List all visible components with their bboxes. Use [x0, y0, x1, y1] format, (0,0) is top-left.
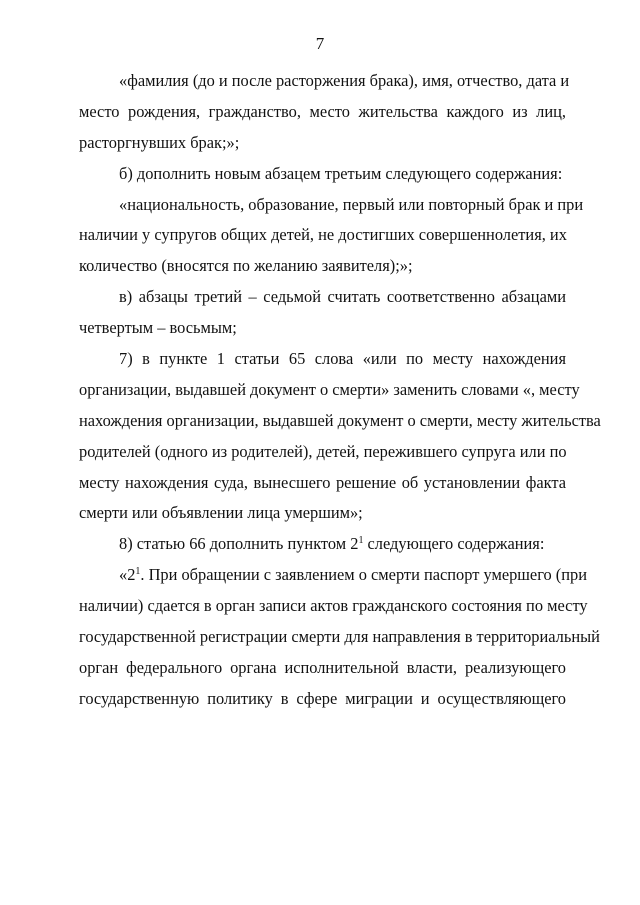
page-number: 7: [315, 34, 325, 53]
text-line: место рождения, гражданство, место жительства каждого из лиц,: [79, 101, 566, 121]
text-line: смерти или объявлении лица умершим»;: [79, 503, 363, 523]
text-line: б) дополнить новым абзацем третьим следующего содержания:: [119, 163, 563, 183]
superscript: 1: [135, 566, 141, 578]
text-line: «национальность, образование, первый или повторный брак и при: [119, 194, 584, 214]
text-line: государственной регистрации смерти для направления в территориальный: [79, 627, 600, 647]
text-line: «фамилия (до и после расторжения брака), имя, отчество, дата и: [119, 71, 570, 90]
text-line: четвертым – восьмым;: [79, 318, 237, 338]
text-fragment: следующего содержания:: [363, 534, 545, 554]
text-line: государственную политику в сфере миграции и осуществляющего: [79, 688, 566, 708]
superscript: 1: [358, 535, 364, 547]
paragraph-1: [79, 66, 570, 159]
paragraph-2: [79, 159, 566, 190]
text-line: организации, выдавшей документ о смерти» заменить словами «, месту: [79, 379, 580, 399]
text-line: в) абзацы третий – седьмой считать соответственно абзацами: [119, 287, 566, 307]
text-line: [79, 529, 566, 560]
text-line: родителей (одного из родителей), детей, пережившего супруга или по: [79, 441, 567, 461]
text-line: нахождения организации, выдавшей документ о смерти, месту жительства: [79, 410, 601, 430]
paragraph-6: [79, 529, 566, 560]
text-line: 7) в пункте 1 статьи 65 слова «или по месту нахождения: [119, 349, 566, 369]
text-line: расторгнувших брак;»;: [79, 132, 240, 152]
paragraph-5: [79, 344, 601, 529]
paragraph-3: [79, 190, 584, 283]
text-line: наличии) сдается в орган записи актов гражданского состояния по месту: [79, 596, 588, 616]
text-fragment: «2: [119, 565, 136, 585]
document-body: [79, 66, 601, 715]
paragraph-4: [79, 282, 566, 344]
paragraph-7: [79, 560, 600, 714]
text-fragment: . При обращении с заявлением о смерти паспорт умершего (при: [140, 565, 588, 585]
text-line: количество (вносятся по желанию заявителя);»;: [79, 256, 413, 276]
text-line: месту нахождения суда, вынесшего решение об установлении факта: [79, 472, 566, 492]
text-line: [79, 560, 588, 591]
text-line: наличии у супругов общих детей, не достигших совершеннолетия, их: [79, 225, 567, 245]
text-line: орган федерального органа исполнительной власти, реализующего: [79, 657, 566, 677]
text-fragment: 8) статью 66 дополнить пунктом 2: [119, 534, 359, 554]
